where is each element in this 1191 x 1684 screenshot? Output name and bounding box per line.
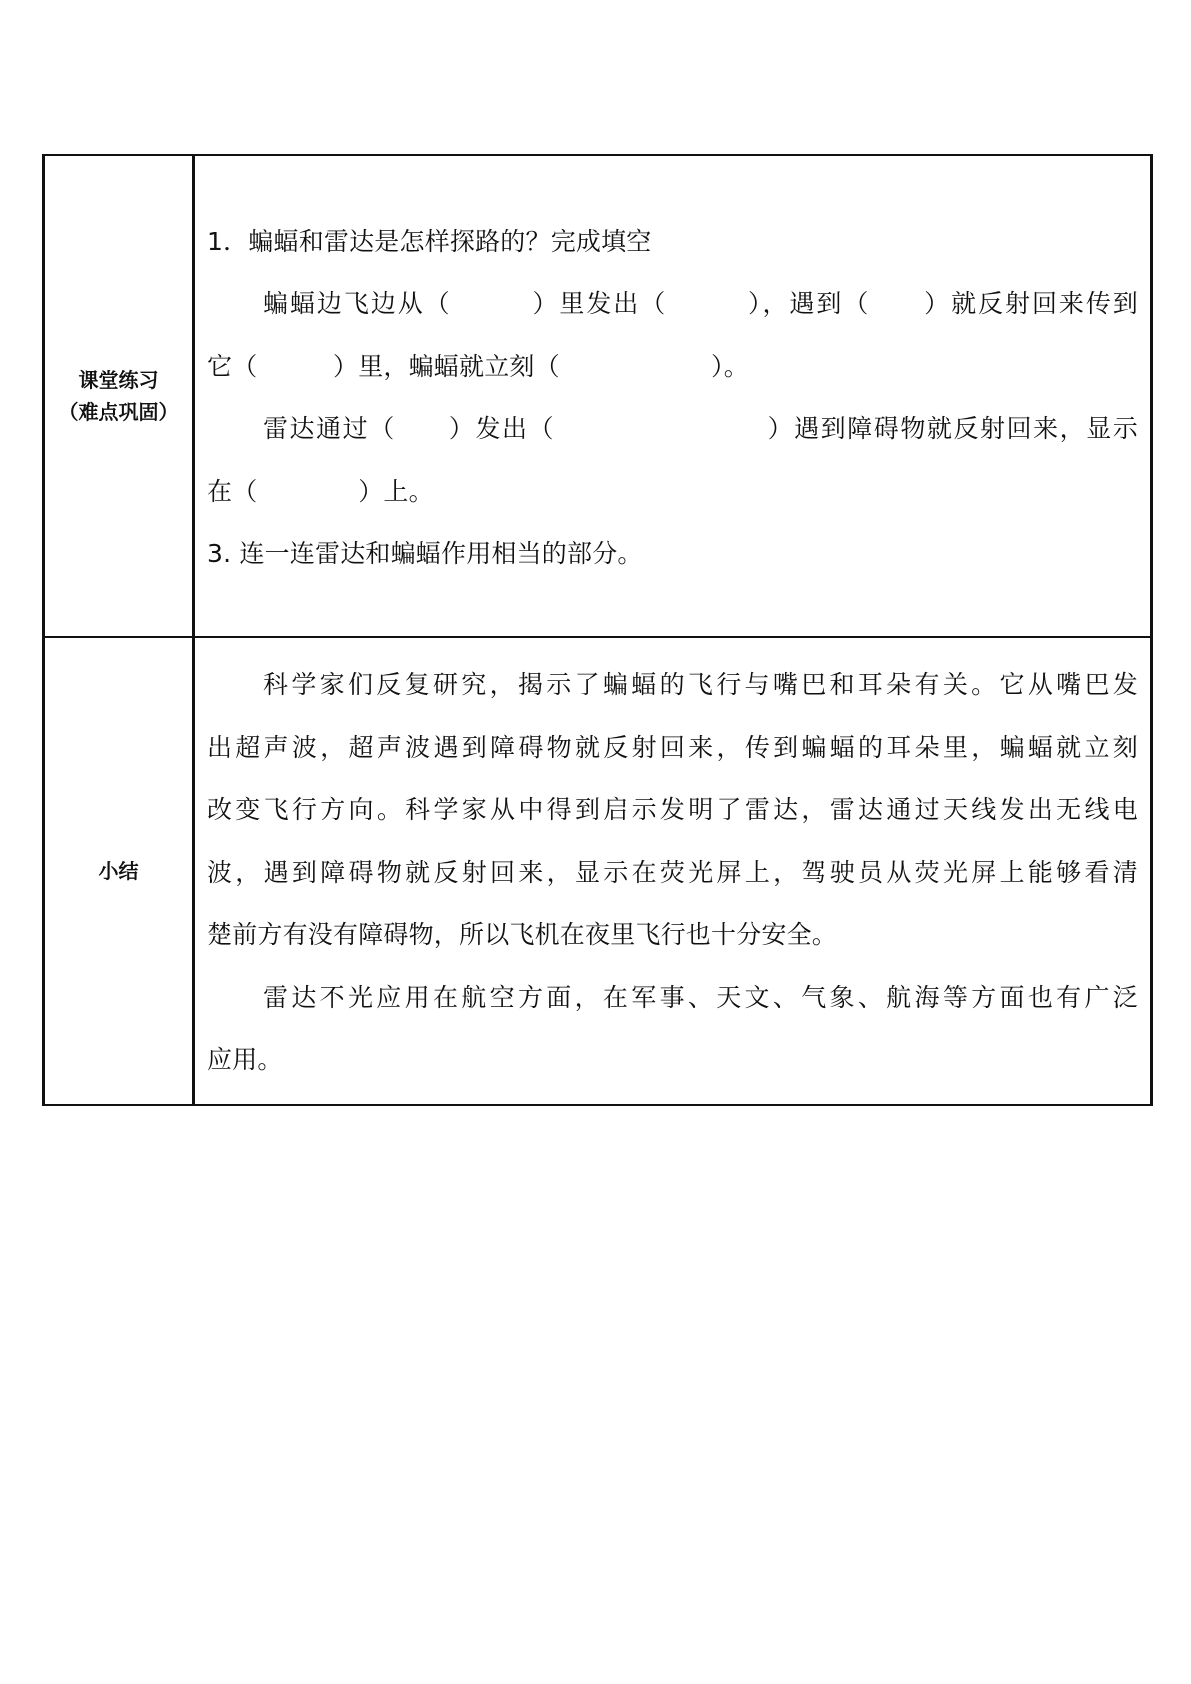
summary-line-3: 改变飞行方向。科学家从中得到启示发明了雷达，雷达通过天线发出无线电 xyxy=(207,795,1138,824)
radar-fill-line-2: 在（ ）上。 xyxy=(207,476,434,506)
lesson-table xyxy=(42,154,1153,1106)
summary-line-5: 楚前方有没有障碍物，所以飞机在夜里飞行也十分安全。 xyxy=(207,920,838,949)
practice-label-cell xyxy=(44,155,194,637)
question-3-title: 3. 连一连雷达和蝙蝠作用相当的部分。 xyxy=(207,539,643,568)
summary-line-4: 波，遇到障碍物就反射回来，显示在荧光屏上，驾驶员从荧光屏上能够看清 xyxy=(207,857,1138,887)
summary-line-2: 出超声波，超声波遇到障碍物就反射回来，传到蝙蝠的耳朵里，蝙蝠就立刻 xyxy=(207,732,1138,762)
summary-line-6: 雷达不光应用在航空方面，在军事、天文、气象、航海等方面也有广泛 xyxy=(263,982,1138,1012)
practice-row xyxy=(44,155,1152,637)
summary-label: 小结 xyxy=(98,858,139,883)
practice-label: 课堂练习 xyxy=(78,368,159,392)
practice-content xyxy=(194,155,1152,637)
summary-row xyxy=(44,637,1152,1105)
question-1-title: 1．蝙蝠和雷达是怎样探路的？完成填空 xyxy=(207,226,652,256)
bat-fill-line-1: 蝙蝠边飞边从（ ）里发出（ ），遇到（ ）就反射回来传到 xyxy=(263,289,1138,318)
summary-label-cell xyxy=(44,637,194,1105)
bat-fill-line-2: 它（ ）里，蝙蝠就立刻（ ）。 xyxy=(207,351,749,381)
summary-content xyxy=(194,637,1152,1105)
summary-line-7: 应用。 xyxy=(207,1045,283,1074)
practice-sublabel: （难点巩固） xyxy=(58,400,179,424)
radar-fill-line-1: 雷达通过（ ）发出（ ）遇到障碍物就反射回来，显示 xyxy=(263,414,1138,443)
summary-line-1: 科学家们反复研究，揭示了蝙蝠的飞行与嘴巴和耳朵有关。它从嘴巴发 xyxy=(263,670,1138,699)
